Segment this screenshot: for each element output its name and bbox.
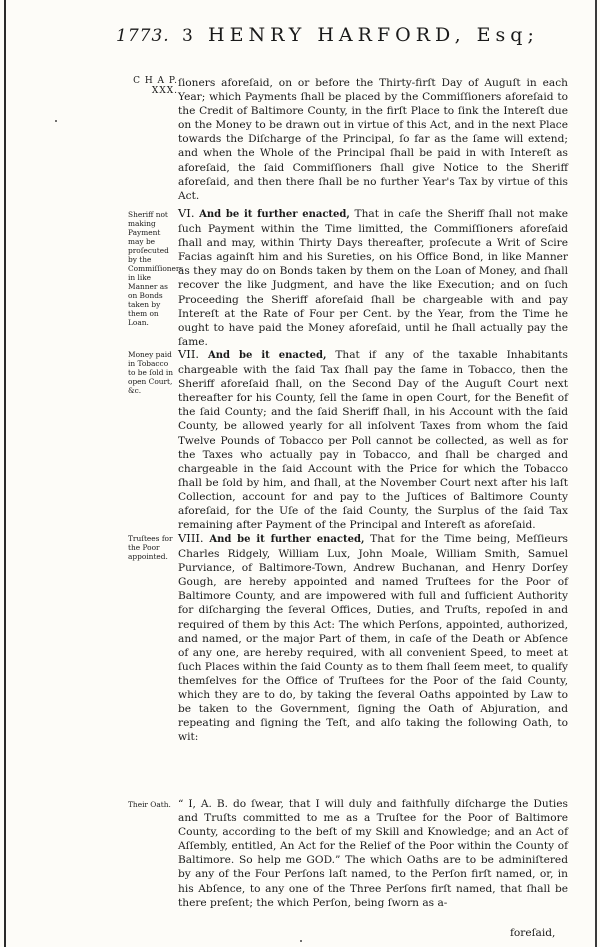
margin-note-oath: Their Oath. — [128, 800, 171, 809]
continuation-paragraph — [178, 76, 568, 203]
continuation-text: ſioners aforeſaid, on or before the Thirty-firſt Day of Auguſt in each Year; which Payments ſhall be placed by the Commiſſioners aforeſaid to the Credit of Baltimore County, in the firſt Place to ſink the Intereſt due on the Money to be drawn out in virtue of this Act, and in the next Place towards the Diſcharge of the Principal, ſo far as the ſame will extend; and when the Whole of the Principal ſhall be paid in with Intereſt as aforeſaid, the ſaid Commiſſioners ſhall give Notice to the Sheriff aforeſaid, and then there ſhall be no further Year's Tax by virtue of this Act. — [178, 77, 568, 202]
section-viii — [178, 531, 568, 744]
section-vii-enacting: And be it enacted, — [207, 350, 327, 361]
margin-note-section-viii: Truſtees for the Poor appointed. — [128, 534, 173, 561]
section-viii-numeral: VIII. — [178, 531, 204, 545]
section-viii-enacting: And be it further enacted, — [209, 534, 365, 545]
chapter-label-line1: C H A P. — [133, 76, 178, 86]
chapter-label-line2: XXX. — [151, 86, 178, 96]
section-viii-text — [178, 531, 568, 744]
header-page-number: 3 — [182, 26, 193, 46]
header-title: HENRY HARFORD, Esq; — [208, 24, 539, 46]
page-right-edge — [595, 0, 597, 947]
oath-text: “ I, A. B. do ſwear, that I will duly and faithfully diſcharge the Duties and Truſts committed to me as a Truſtee for the Poor of Baltimore County, according to the beſt of my Skill and Knowledge; and an Act of Aſſembly, entitled, An Act for the Relief of the Poor within the County of Baltimore. So help me GOD.” The which Oaths are to be adminiſtered by any of the Four Perſons laſt named, to the Perſon firſt named, or, in his Abſence, to any one of the Three Perſons firſt named, that ſhall be there preſent; the which Perſon, being ſworn as a- — [178, 798, 568, 909]
page-left-edge — [4, 0, 6, 947]
print-speck — [55, 120, 57, 122]
section-vi-text — [178, 206, 568, 349]
section-vi-numeral: VI. — [178, 206, 195, 220]
oath-paragraph — [178, 797, 568, 910]
section-vi-body: That in caſe the Sheriff ſhall not make ſuch Payment within the Time limitted, the Commiſſioners aforeſaid ſhall and may, within Thirty Days thereafter, proſecute a Writ of Scire Facias againſt him and his Sureties, on his Office Bond, in like Manner as they may do on Bonds taken by them on the Loan of Money, and ſhall recover the like Judgment, and have the like Execution; and on ſuch Proceeding the Sheriff aforeſaid ſhall be chargeable with and pay Intereſt at the Rate of Four per Cent. by the Year, from the Time he ought to have paid the Money aforeſaid, until he ſhall actually pay the ſame. — [178, 208, 568, 348]
catchword: foreſaid, — [510, 927, 556, 939]
margin-note-section-vi: Sheriff not making Payment may be proſecuted by the Commiſſioners in like Manner as on Bonds taken by them on Loan. — [128, 210, 184, 327]
print-speck — [300, 940, 302, 942]
section-vi-enacting: And be it further enacted, — [199, 209, 350, 220]
chapter-label — [128, 76, 178, 96]
section-vii-numeral: VII. — [178, 347, 200, 361]
section-vii-text — [178, 347, 568, 532]
running-header — [116, 24, 576, 54]
section-viii-body: That for the Time being, Meſſieurs Charles Ridgely, William Lux, John Moale, William Smith, Samuel Purviance, of Baltimore-Town, Andrew Buchanan, and Henry Dorſey Gough, are hereby appointed and named Truſtees for the Poor of Baltimore County, and are impowered with full and ſufficient Authority for diſcharging the ſeveral Offices, Duties, and Truſts, repoſed in and required of them by this Act: The which Perſons, appointed, authorized, and named, or the major Part of them, in caſe of the Death or Abſence of any one, are hereby required, with all convenient Speed, to meet at ſuch Places within the ſaid County as to them ſhall ſeem meet, to qualify themſelves for the Office of Truſtees for the Poor of the ſaid County, which they are to do, by taking the ſeveral Oaths appointed by Law to be taken to the Government, ſigning the Oath of Abjuration, and repeating and ſigning the Teſt, and alſo taking the following Oath, to wit: — [178, 533, 568, 744]
section-vii-body: That if any of the taxable Inhabitants chargeable with the ſaid Tax ſhall pay the ſame in Tobacco, then the Sheriff aforeſaid ſhall, on the Second Day of the Auguſt Court next thereafter for his County, ſell the ſame in open Court, for the Benefit of the ſaid County; and the ſaid Sheriff ſhall, in his Account with the ſaid County, be allowed yearly for all inſolvent Taxes from whom the ſaid Twelve Pounds of Tobacco per Poll cannot be collected, as well as for the Taxes who actually pay in Tobacco, and ſhall be charged and chargeable in the ſaid Account with the Price for which the Tobacco ſhall be ſold by him, and ſhall, at the November Court next after his laſt Collection, account for and pay to the Juſtices of Baltimore County aforeſaid, for the Uſe of the ſaid County, the Surplus of the ſaid Tax remaining after Payment of the Principal and Intereſt as aforeſaid. — [178, 349, 568, 532]
section-vi — [178, 206, 568, 349]
section-vii — [178, 347, 568, 532]
margin-note-section-vii: Money paid in Tobacco to be ſold in open Court, &c. — [128, 350, 173, 395]
header-year: 1773. — [116, 26, 170, 46]
